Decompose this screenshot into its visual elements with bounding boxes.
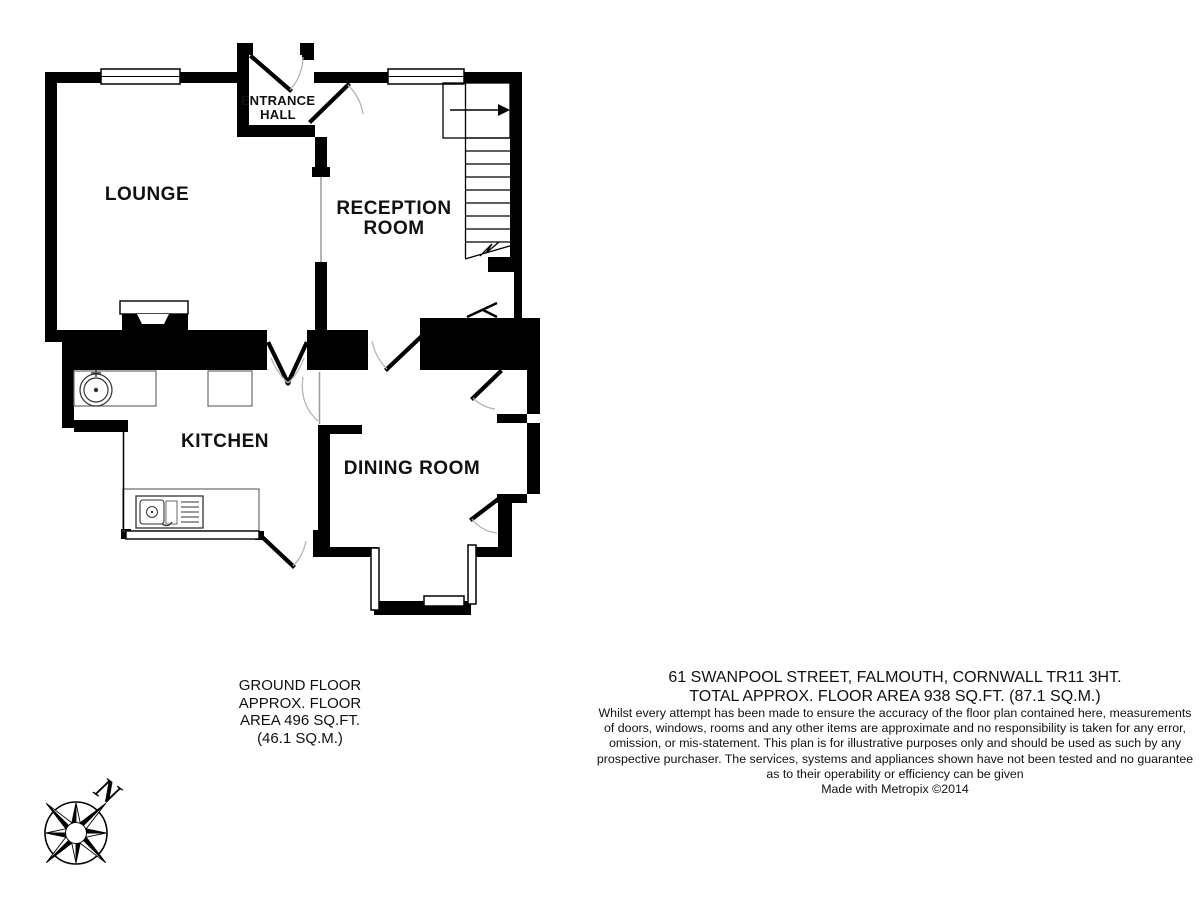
property-total-area: TOTAL APPROX. FLOOR AREA 938 SQ.FT. (87.1 SQ.M.) bbox=[689, 688, 1101, 705]
dining-hall-door bbox=[387, 334, 424, 369]
hall-reception-door bbox=[311, 85, 348, 121]
room-label-dining: DINING ROOM bbox=[343, 458, 481, 479]
wall bbox=[497, 414, 527, 423]
bay-window-rear bbox=[424, 596, 464, 606]
stair-break-zigzag bbox=[480, 242, 499, 256]
wall bbox=[527, 423, 540, 494]
appliance bbox=[208, 371, 252, 406]
entrance-door-opening bbox=[253, 42, 300, 56]
floor-summary bbox=[189, 677, 411, 747]
disclaimer-line: prospective purchaser. The services, systems and appliances shown have not been tested and no guarantee bbox=[596, 751, 1194, 766]
wall bbox=[314, 72, 390, 83]
wall bbox=[62, 342, 267, 370]
disclaimer-line: omission, or mis-statement. This plan is for illustrative purposes only and should be used as such by any bbox=[608, 736, 1182, 751]
wall bbox=[488, 257, 522, 272]
north-label: N bbox=[88, 770, 128, 812]
disclaimer-line: Whilst every attempt has been made to ensure the accuracy of the floor plan contained here, measurements bbox=[598, 706, 1192, 720]
floor-summary-line: GROUND FLOOR bbox=[238, 677, 362, 694]
wall bbox=[62, 370, 74, 428]
front-door bbox=[252, 57, 290, 90]
floor-summary-line: (46.1 SQ.M.) bbox=[257, 729, 343, 747]
fireplace bbox=[120, 301, 188, 333]
compass-rose bbox=[45, 769, 129, 864]
understairs-door bbox=[467, 303, 497, 317]
room-label-lounge: LOUNGE bbox=[104, 184, 190, 205]
round-basin bbox=[80, 370, 112, 406]
room-label-kitchen: KITCHEN bbox=[181, 431, 269, 452]
property-address: 61 SWANPOOL STREET, FALMOUTH, CORNWALL TR11 3HT. bbox=[668, 669, 1122, 686]
room-label-entrance1: ENTRANCE bbox=[240, 93, 316, 108]
wall bbox=[312, 167, 330, 177]
hearth bbox=[120, 301, 188, 314]
side-door-upper bbox=[473, 372, 500, 398]
property-info bbox=[592, 668, 1198, 797]
wall bbox=[315, 262, 327, 332]
disclaimer-line: as to their operability or efficiency can be given bbox=[766, 766, 1024, 781]
bay-window-side bbox=[371, 548, 379, 610]
bay-window-side bbox=[468, 545, 476, 604]
wall bbox=[237, 43, 249, 137]
wall bbox=[245, 125, 315, 137]
wall bbox=[527, 370, 540, 414]
wall bbox=[178, 72, 238, 83]
wall bbox=[318, 425, 330, 548]
wall bbox=[510, 72, 522, 262]
metropix-credit: Made with Metropix ©2014 bbox=[821, 782, 969, 797]
floor-summary-line: APPROX. FLOOR bbox=[238, 694, 362, 712]
wall bbox=[45, 72, 57, 334]
room-labels bbox=[105, 93, 480, 479]
wall bbox=[313, 547, 378, 557]
kitchen-double-door-left bbox=[269, 344, 288, 383]
wall bbox=[307, 330, 368, 370]
room-label-reception1: RECEPTION bbox=[336, 198, 452, 219]
wall bbox=[302, 43, 314, 60]
side-door-lower bbox=[472, 497, 501, 519]
disclaimer-line: of doors, windows, rooms and any other items are approximate and no responsibility is taken for any error, bbox=[604, 721, 1186, 736]
wall bbox=[498, 503, 512, 548]
wall bbox=[514, 272, 522, 320]
floor-summary-line: AREA 496 SQ.FT. bbox=[239, 712, 361, 729]
room-label-reception2: ROOM bbox=[363, 218, 425, 239]
wall bbox=[74, 420, 128, 432]
room-label-entrance2: HALL bbox=[260, 107, 296, 122]
chimney-block bbox=[420, 318, 540, 370]
kitchen-rear-wall bbox=[126, 531, 259, 539]
kitchen-back-door bbox=[259, 534, 293, 566]
stair-direction-arrow bbox=[450, 104, 510, 116]
sink-unit bbox=[136, 496, 203, 528]
